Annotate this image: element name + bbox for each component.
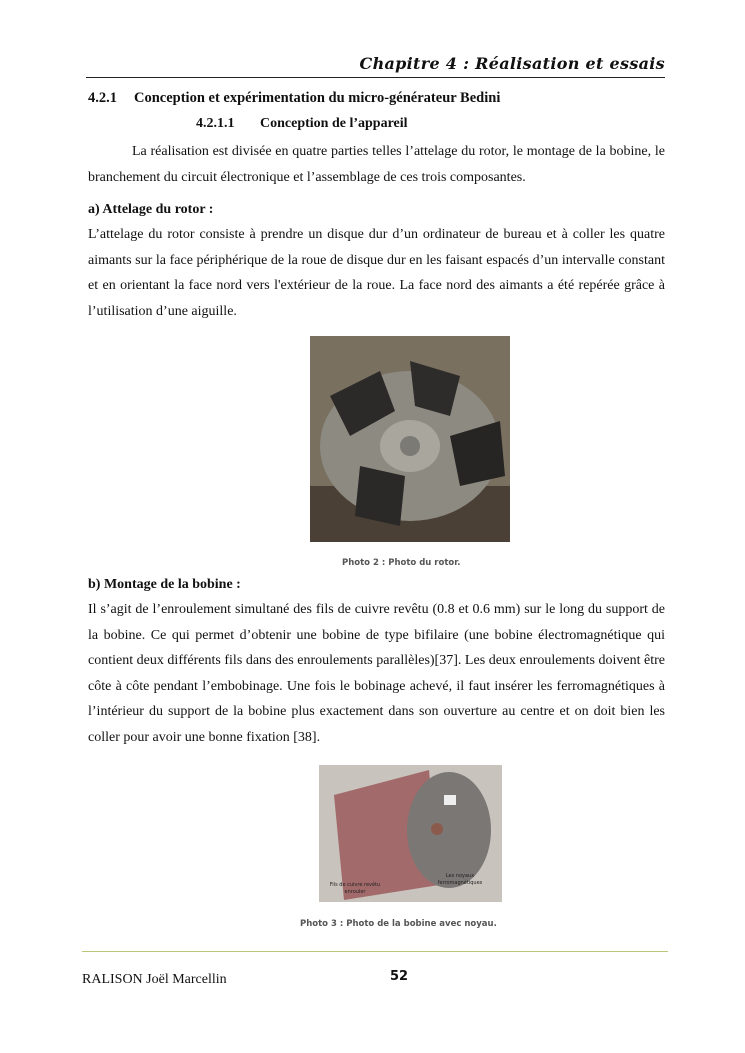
cores-label: Les noyaux ferromagnétiques [437,873,483,886]
photo-3-caption: Photo 3 : Photo de la bobine avec noyau. [300,919,497,929]
part-b-text: Il s’agit de l’enroulement simultané des fils de cuivre revêtu (0.8 et 0.6 mm) sur le long du support de la bobine. Ce qui permet d’obtenir une bobine de type bifilaire (une bobine électromagnétique qui contient deux différents fils dans des enroulements parallèles)[37]. Les deux enroulements doivent être côte à côte pendant l’embobinage. Une fois le bobinage achevé, il faut insérer les ferromagnétiques à l’intérieur du support de la bobine plus exactement dans son ouverture au centre et on doit bien les coller pour avoir une bonne fixation [38]. [88,602,665,745]
part-b-paragraph [88,597,665,750]
section-heading [88,90,665,107]
rotor-photo [310,336,510,542]
intro-paragraph [88,139,665,190]
wire-label: Fils de cuivre revêtu enrouler [329,882,381,895]
chapter-header: Chapitre 4 : Réalisation et essais [359,54,665,73]
section-number: 4.2.1 [88,90,117,106]
part-a-text: L’attelage du rotor consiste à prendre un disque dur d’un ordinateur de bureau et à coller les quatre aimants sur la face périphérique de la roue de disque dur en les faisant espacés d’un intervalle constant et en orientant la face nord vers l'extérieur de la roue. La face nord des aimants a été repérée grâce à l’utilisation d’une aiguille. [88,227,665,319]
coil-photo [319,765,502,902]
part-b-heading: b) Montage de la bobine : [88,577,241,592]
part-a-paragraph [88,222,665,324]
subsection-heading [196,116,745,132]
subsection-number: 4.2.1.1 [196,116,235,131]
page-number: 52 [390,969,409,984]
part-a-heading: a) Attelage du rotor : [88,202,214,217]
header-divider [86,77,665,78]
footer-divider [82,951,668,952]
intro-text: La réalisation est divisée en quatre parties telles l’attelage du rotor, le montage de la bobine, le branchement du circuit électronique et l’assemblage de ces trois composantes. [88,144,665,185]
section-title: Conception et expérimentation du micro-générateur Bedini [134,90,501,106]
photo-2-caption: Photo 2 : Photo du rotor. [342,558,461,568]
footer-author: RALISON Joël Marcellin [82,972,227,987]
subsection-title: Conception de l’appareil [260,116,408,131]
